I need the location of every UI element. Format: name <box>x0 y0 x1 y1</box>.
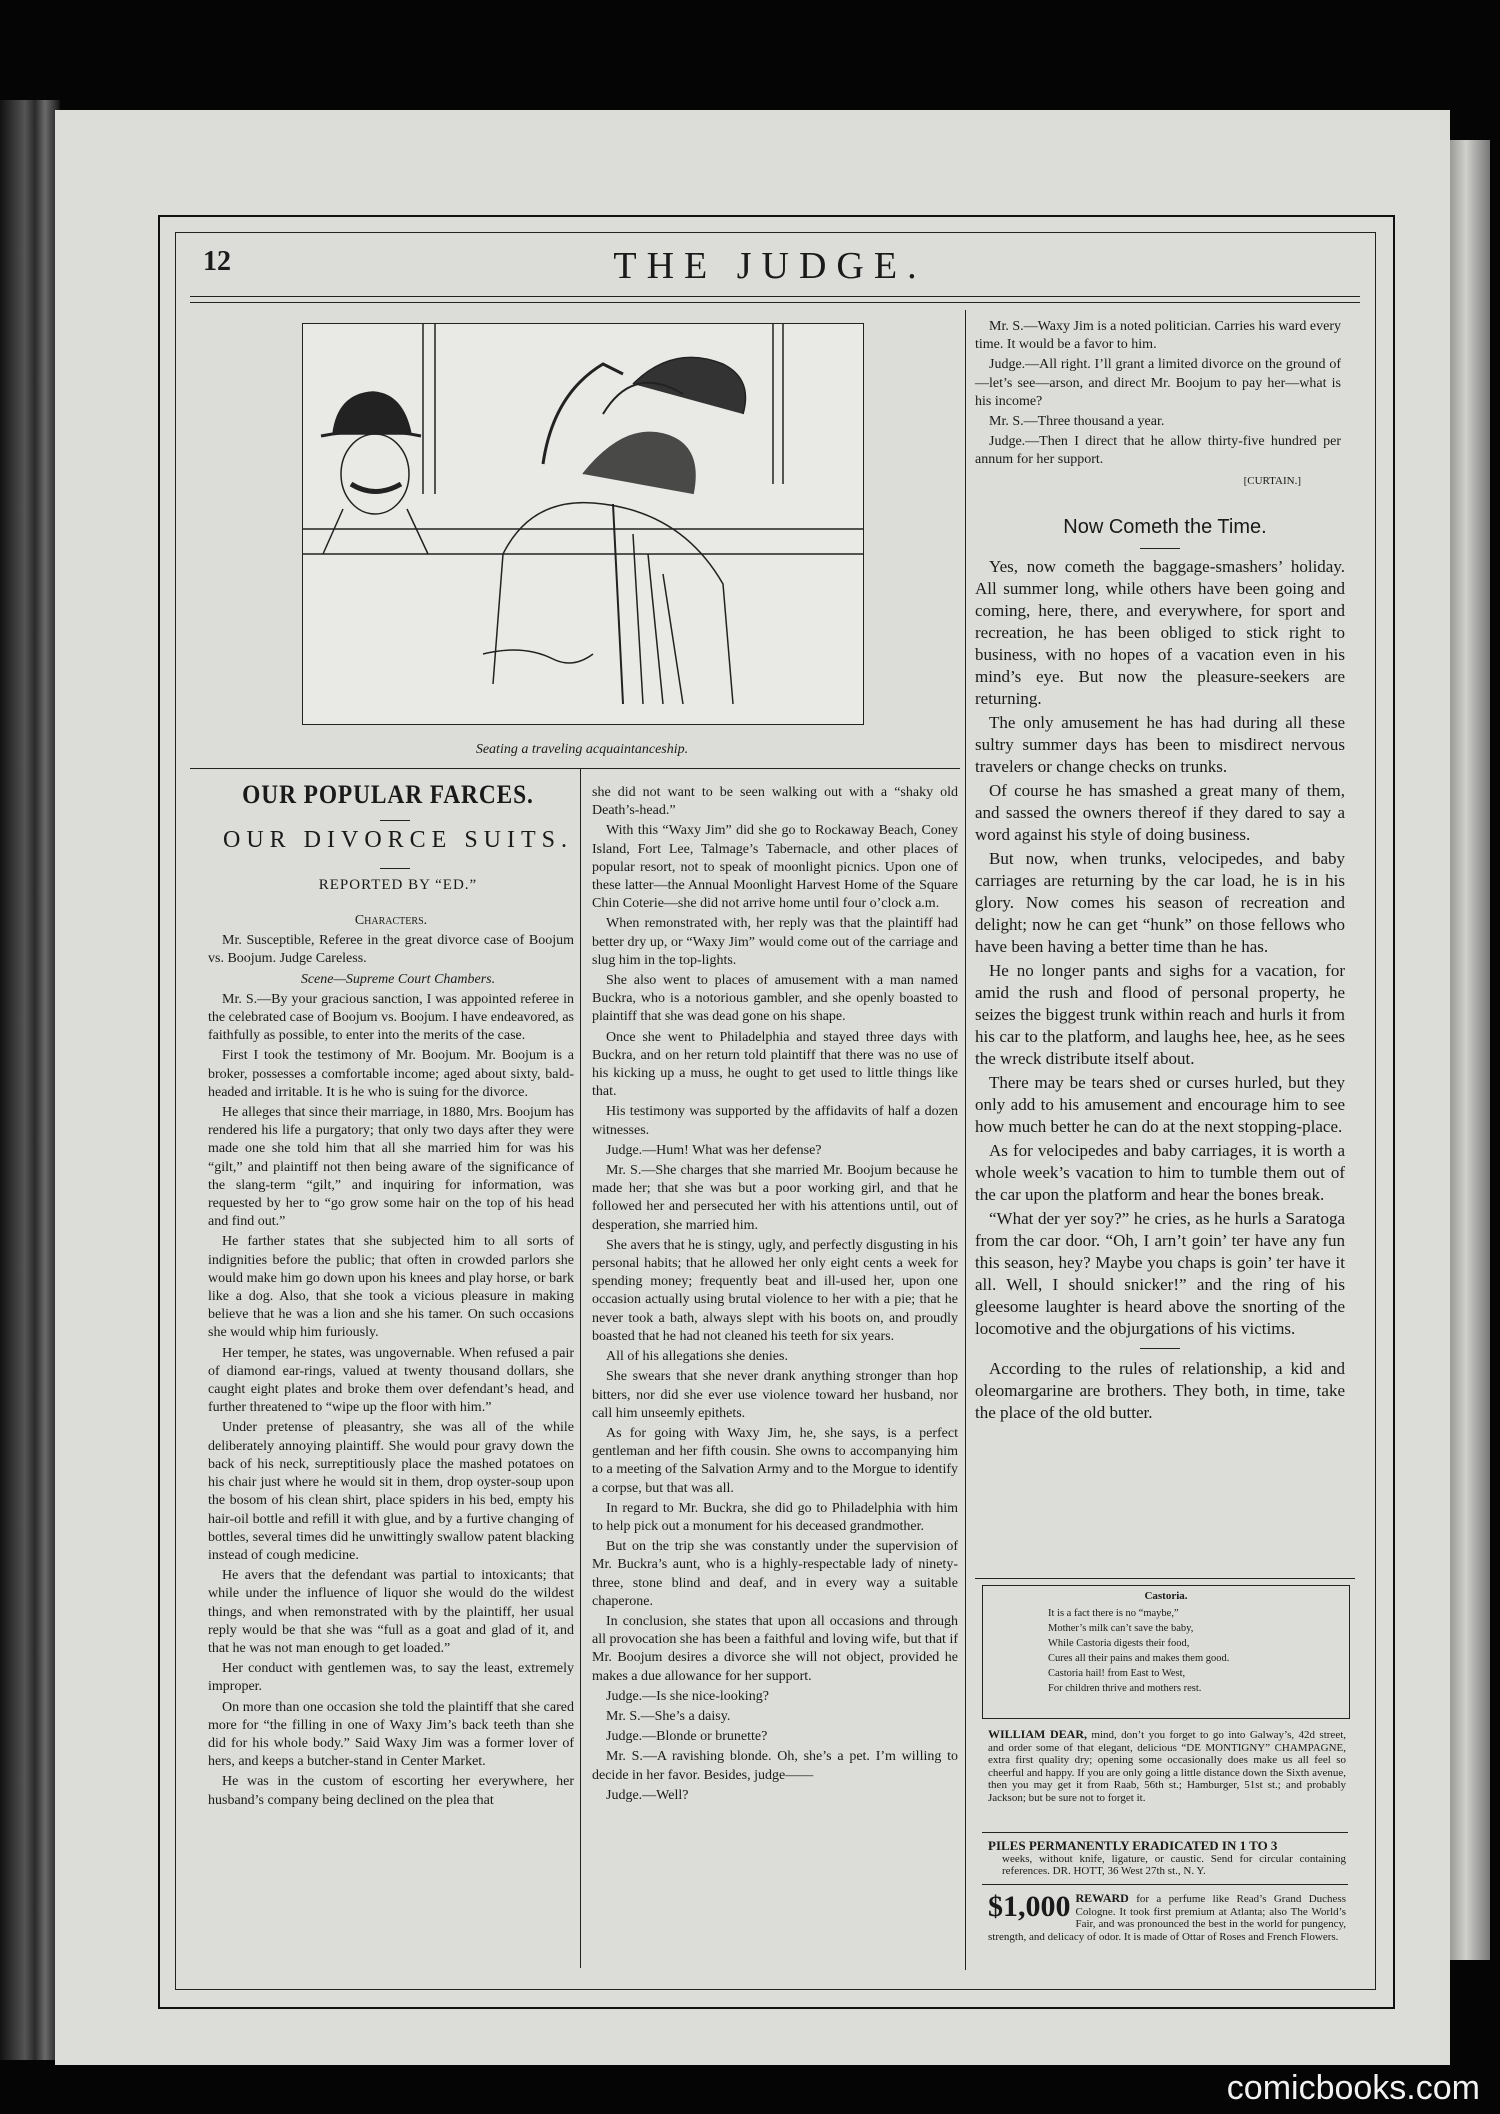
filler-rule <box>1140 1348 1180 1349</box>
paragraph: He farther states that she subjected him to all sorts of indignities before the public; that often in crowded parlors she would make him go down upon his knees and play horse, or bark like a dog. Also, that she took a vicious pleasure in making believe that he was a lion and she his tamer. On such occasions she would whip him furiously. <box>208 1234 574 1341</box>
book-binding <box>0 100 60 2060</box>
section-rule <box>190 768 960 769</box>
paragraph: Under pretense of pleasantry, she was all of the while deliberately annoying plaintiff. She would pour gravy down the back of his neck, surreptitiously place the mashed potatoes on his chair just where he would sit in them, drop oyster-soup upon the bosom of his clean shirt, place spiders in his bed, empty his hair-oil bottle and refill it with glue, and by a furtive changing of bottles, several times did he unwittingly swallow patent blacking instead of cough medicine. <box>208 1420 574 1563</box>
curtain-note: [CURTAIN.] <box>1243 474 1301 487</box>
column-divider-2 <box>965 310 966 1970</box>
paragraph: But on the trip she was constantly under the supervision of Mr. Buckra’s aunt, who is a highly-respectable lady of ninety-three, stone blind and deaf, and in every way a suitable chaperone. <box>592 1539 958 1609</box>
castoria-title: Castoria. <box>1144 1590 1188 1602</box>
article-column-3 <box>975 318 1341 492</box>
paragraph: Of course he has smashed a great many of them, and sassed the owners thereof if they dared to say a word against his style of doing business. <box>975 781 1345 844</box>
paragraph: Judge.—Then I direct that he allow thirty-five hundred per annum for her support. <box>975 434 1341 468</box>
article-subtitle: OUR DIVORCE SUITS. <box>222 827 573 853</box>
paragraph: He avers that the defendant was partial to intoxicants; that while under the influence of liquor she would do the wildest things, and when remonstrated with by the plaintiff, her usual reply would be that she was “full as a goat and glad of it, and that he was not man enough to get loaded.” <box>208 1568 574 1656</box>
ad-name: WILLIAM DEAR, <box>988 1727 1087 1741</box>
cartoon-drawing <box>303 324 863 724</box>
poem-line: It is a fact there is no “maybe,” <box>1048 1608 1179 1619</box>
paragraph: But now, when trunks, velocipedes, and baby carriages are returning by the car load, he is in his glory. Now comes his season of recreation and delight; now he can get “hunk” on those fellows who have been having a better time than he has. <box>975 849 1345 956</box>
castoria-poem <box>1048 1606 1349 1696</box>
title-rule <box>380 820 410 821</box>
masthead-rule <box>190 296 1360 297</box>
watermark-text: comicbooks.com <box>1226 2069 1480 2107</box>
paragraph: The only amusement he has had during all these sultry summer days has been to misdirect nervous travelers or change checks on trunks. <box>975 713 1345 776</box>
scene-line: Scene—Supreme Court Chambers. <box>300 971 496 987</box>
article-byline: REPORTED BY “ED.” <box>318 877 478 893</box>
page-number: 12 <box>203 246 231 277</box>
cartoon-illustration <box>302 323 864 725</box>
paragraph: When remonstrated with, her reply was that the plaintiff had better dry up, or “Waxy Jim” would come out of the carriage and slug him in the top-lights. <box>592 916 958 968</box>
ad-text: mind, don’t you forget to go into Galway’s, 42d street, and order some of that elegant, delicious “DE MONTIGNY” CHAMPAGNE, extra first quality dry; opening some occasionally does make us all feel so cheerful and happy. If you are only going a little distance down the Sixth avenue, then you may get it from Raab, 56th st.; Hamburger, 51st st.; and probably Jackson; but be sure not to forget it. <box>988 1729 1347 1804</box>
ad-rule <box>982 1832 1348 1833</box>
article-title: OUR POPULAR FARCES. <box>242 780 534 809</box>
filler-paragraph <box>975 1358 1345 1426</box>
filler-text: According to the rules of relationship, a kid and oleomargarine are brothers. They both, in time, take the place of the old butter. <box>975 1359 1345 1422</box>
second-title-rule <box>1140 548 1180 549</box>
paragraph: Judge.—Hum! What was her defense? <box>606 1142 822 1158</box>
second-article-title: Now Cometh the Time. <box>1063 516 1267 538</box>
column-divider-1 <box>580 768 581 1968</box>
paragraph: As for going with Waxy Jim, he, she says, is a perfect gentleman and her fifth cousin. She owns to accompanying him to a meeting of the Salvation Army and to the Morgue to identify a corpse, but that was all. <box>592 1425 958 1496</box>
masthead-rule-2 <box>190 302 1360 303</box>
paragraph: Mr. S.—She charges that she married Mr. Boojum because he made her; that she was but a poor working girl, and that he followed her and persecuted her with his attentions until, out of desperation, she married him. <box>592 1163 958 1233</box>
paragraph: Judge.—All right. I’ll grant a limited divorce on the ground of—let’s see—arson, and direct Mr. Boojum to pay her—what is his income? <box>975 357 1341 409</box>
paragraph: He alleges that since their marriage, in 1880, Mrs. Boojum has rendered his life a purgatory; that only two days after they were made one she told him that all she married him for was his “gilt,” and plaintiff not then being aware of the significance of the slang-term “gilt,” and inquiring for information, was requested by her to “go grow some hair on the top of his head and find out.” <box>208 1105 574 1230</box>
second-article-body <box>975 556 1345 1342</box>
paragraph: Mr. S.—Three thousand a year. <box>989 414 1165 430</box>
piles-ad <box>988 1840 1346 1878</box>
champagne-ad <box>988 1728 1346 1804</box>
piles-heading: PILES PERMANENTLY ERADICATED IN 1 TO 3 <box>988 1838 1278 1853</box>
paragraph: Her conduct with gentlemen was, to say the least, extremely improper. <box>208 1661 574 1695</box>
paragraph: Mr. S.—A ravishing blonde. Oh, she’s a pet. I’m willing to decide in her favor. Besides, judge—— <box>592 1749 958 1783</box>
paragraph: Mr. S.—By your gracious sanction, I was appointed referee in the celebrated case of Boojum vs. Boojum. I have endeavored, as faithfully as possible, to enter into the merits of the case. <box>208 991 574 1044</box>
ad-rule <box>982 1884 1348 1885</box>
paragraph: She swears that she never drank anything stronger than hop bitters, nor did she ever use violence toward her husband, nor call him unseemly epithets. <box>592 1369 958 1421</box>
reward-amount: $1,000 <box>988 1890 1071 1923</box>
paragraph: In regard to Mr. Buckra, she did go to Philadelphia with him to help pick out a monument for his deceased grandmother. <box>592 1500 958 1534</box>
paragraph: She avers that he is stingy, ugly, and perfectly disgusting in his personal habits; that he allowed her only eight cents a week for spending money; frequently beat and ill-used her, upon one occasion actually using brutal violence to her with a pie; that he never took a bath, always slept with his boots on, and proudly boasted that he had not cleaned his teeth for six years. <box>592 1237 958 1344</box>
poem-line: While Castoria digests their food, <box>1048 1638 1190 1649</box>
paragraph: she did not want to be seen walking out with a “shaky old Death’s-head.” <box>592 785 958 819</box>
page-edge <box>1450 140 1490 1960</box>
characters-list: Mr. Susceptible, Referee in the great divorce case of Boojum vs. Boojum. Judge Careless. <box>208 933 574 967</box>
paragraph: His testimony was supported by the affidavits of half a dozen witnesses. <box>592 1104 958 1138</box>
paragraph: As for velocipedes and baby carriages, it is worth a whole week’s vacation to him to tumble them out of the car upon the platform and hear the bones break. <box>975 1141 1345 1204</box>
paragraph: With this “Waxy Jim” did she go to Rockaway Beach, Coney Island, Fort Lee, Talmage’s Tabernacle, and other places of popular resort, not to speak of moonlight picnics. Upon one of these latter—the Annual Moonlight Harvest Home of the Square Chin Coterie—she did not arrive home until four o’clock a.m. <box>592 823 958 912</box>
paragraph: Mr. S.—She’s a daisy. <box>606 1708 731 1724</box>
reward-text: for a perfume like Read’s Grand Duchess Cologne. It took first premium at Atlanta; also The World’s Fair, and was pronounced the best in the world for pungency, strength, and delicacy of odor. It is made of Ottar of Roses and French Flowers. <box>988 1893 1346 1943</box>
reward-heading: REWARD <box>1075 1891 1129 1905</box>
article-column-1 <box>208 912 574 1812</box>
paragraph: “What der yer soy?” he cries, as he hurls a Saratoga from the car door. “Oh, I arn’t goin’ ter have any fun this season, hey? Maybe you chaps is goin’ ter have it all. Well, I should snicker!” and the ring of his gleesome laughter is heard above the snorting of the locomotive and the objurgations of his victims. <box>975 1209 1345 1338</box>
article-column-2 <box>592 784 958 1807</box>
poem-line: For children thrive and mothers rest. <box>1048 1683 1202 1694</box>
paragraph: Judge.—Is she nice-looking? <box>606 1688 769 1704</box>
castoria-ad <box>982 1585 1350 1719</box>
paragraph: Mr. S.—Waxy Jim is a noted politician. Carries his ward every time. It would be a favor to him. <box>975 319 1341 353</box>
paragraph: In conclusion, she states that upon all occasions and through all provocation she has been a faithful and loving wife, but that if Mr. Boojum desires a divorce she will not object, provided he makes a due allowance for her support. <box>592 1613 958 1684</box>
poem-line: Cures all their pains and makes them good. <box>1048 1653 1230 1664</box>
subtitle-rule <box>380 868 410 869</box>
illustration-caption: Seating a traveling acquaintanceship. <box>475 742 689 757</box>
paragraph: Yes, now cometh the baggage-smashers’ holiday. All summer long, while others have been going and coming, here, there, and everywhere, for sport and recreation, he has been obliged to stick right to business, with no hopes of a vacation even in his mind’s eye. But now the pleasure-seekers are returning. <box>975 557 1345 708</box>
poem-line: Mother’s milk can’t save the baby, <box>1048 1623 1194 1634</box>
masthead: THE JUDGE. <box>613 245 927 287</box>
paragraph: First I took the testimony of Mr. Boojum. Mr. Boojum is a broker, possesses a comfortable income; aged about sixty, bald-headed and irritable. It is he who is suing for the divorce. <box>208 1048 574 1100</box>
paragraph: Once she went to Philadelphia and stayed three days with Buckra, and on her return told plaintiff that there was no use of his kicking up a muss, he ought to get used to little things like that. <box>592 1029 958 1100</box>
paragraph: All of his allegations she denies. <box>606 1349 788 1365</box>
paragraph: He was in the custom of escorting her everywhere, her husband’s company being declined on the plea that <box>208 1774 574 1808</box>
paragraph: Judge.—Blonde or brunette? <box>606 1729 768 1745</box>
poem-line: Castoria hail! from East to West, <box>1048 1668 1186 1679</box>
paragraph: On more than one occasion she told the plaintiff that she cared more for “the filling in one of Waxy Jim’s back teeth than she did for his whole body.” Said Waxy Jim was a former lover of hers, and keeps a butcher-stand in Center Market. <box>208 1699 574 1770</box>
filler-end-rule <box>975 1578 1355 1579</box>
reward-ad <box>988 1892 1346 1943</box>
paragraph: He no longer pants and sighs for a vacation, for amid the rush and flood of personal property, he seizes the biggest trunk within reach and hurls it from his car to the platform, and laughs hee, hee, as he sees the wreck distribute itself about. <box>975 961 1345 1068</box>
characters-heading: Characters. <box>354 913 428 928</box>
paragraph: There may be tears shed or curses hurled, but they only add to his amusement and encourage him to see how much better he can do at the next stopping-place. <box>975 1073 1345 1136</box>
piles-text: weeks, without knife, ligature, or caustic. Send for circular containing references. DR. HOTT, 36 West 27th st., N. Y. <box>1002 1852 1346 1877</box>
paragraph: Judge.—Well? <box>606 1787 689 1803</box>
paragraph: She also went to places of amusement with a man named Buckra, who is a notorious gambler, and she openly boasted to plaintiff that she was dead gone on his shape. <box>592 973 958 1025</box>
paragraph: Her temper, he states, was ungovernable. When refused a pair of diamond ear-rings, valued at twenty thousand dollars, she caught eight plates and broke them over defendant’s head, and further threatened to “wipe up the floor with him.” <box>208 1345 574 1416</box>
